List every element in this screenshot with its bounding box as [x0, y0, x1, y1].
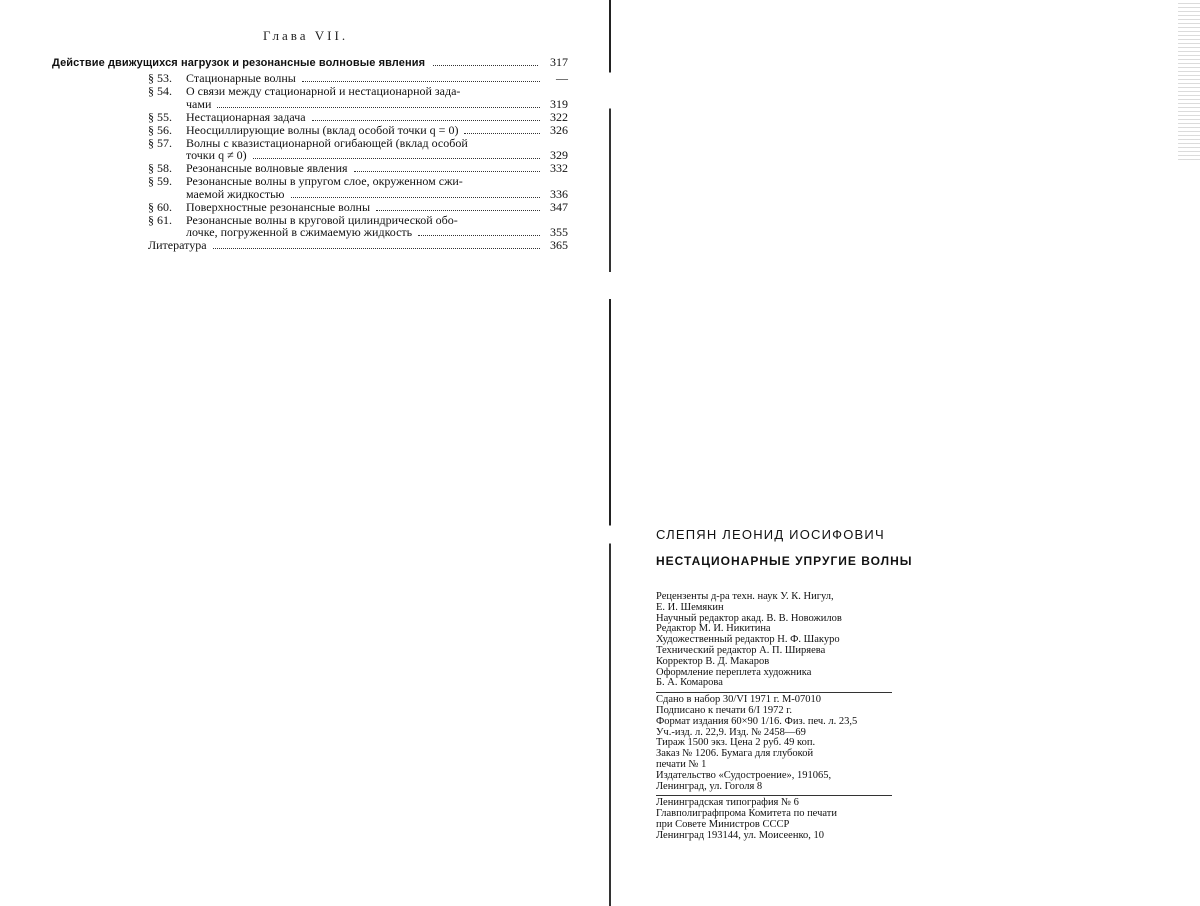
section-page-number: 336: [550, 186, 568, 201]
dot-leader: [433, 65, 538, 66]
dot-leader: [213, 248, 540, 249]
section-title: Резонансные волны в круговой цилиндрической обо-: [186, 212, 458, 227]
dot-leader: [217, 107, 540, 108]
section-number: § 55.: [148, 109, 172, 124]
toc-item[interactable]: [148, 85, 568, 111]
dot-leader: [418, 235, 540, 236]
section-title: Неосциллирующие волны (вклад особой точки q = 0): [186, 122, 459, 137]
section-title: Нестационарная задача: [186, 109, 306, 124]
section-page-number: 326: [550, 122, 568, 137]
chapter-title: Действие движущихся нагрузок и резонансные волновые явления: [52, 57, 426, 69]
imprint-block: [656, 527, 913, 842]
toc-item[interactable]: [148, 124, 568, 137]
section-number: § 60.: [148, 199, 172, 214]
section-title: Стационарные волны: [186, 71, 296, 85]
credit-line: Научный редактор акад. В. В. Новожилов: [656, 612, 842, 624]
printer-line: Ленинградская типография № 6: [656, 797, 799, 809]
credit-line: Художественный редактор Н. Ф. Шакуро: [656, 634, 840, 646]
book-gutter: [606, 0, 616, 906]
section-page-number: 355: [550, 225, 568, 239]
credit-line: Рецензенты д-ра техн. наук У. К. Нигул,: [656, 591, 834, 602]
credits: [656, 592, 896, 689]
dot-leader: [312, 120, 540, 121]
book-title: НЕСТАЦИОНАРНЫЕ УПРУГИЕ ВОЛНЫ: [656, 554, 913, 568]
section-number: § 54.: [148, 84, 172, 98]
printer-info: [656, 798, 896, 841]
toc-item[interactable]: [148, 137, 568, 163]
divider: [656, 795, 892, 796]
toc-list: [148, 72, 568, 252]
publication-line: Ленинград, ул. Гоголя 8: [656, 780, 763, 792]
section-page-number: 332: [550, 161, 568, 175]
publication-line: Формат издания 60×90 1/16. Физ. печ. л. 23,5: [656, 715, 858, 727]
publication-line: Уч.-изд. л. 22,9. Изд. № 2458—69: [656, 726, 806, 738]
publication-line: Издательство «Судостроение», 191065,: [656, 769, 832, 781]
chapter-title-row[interactable]: [52, 55, 568, 70]
printer-line: Ленинград 193144, ул. Моисеенко, 10: [656, 829, 825, 841]
divider: [656, 692, 892, 693]
dot-leader: [376, 210, 540, 211]
section-title-continued: лочке, погруженной в сжимаемую жидкость: [186, 225, 413, 239]
chapter-page-number: 317: [550, 55, 568, 69]
section-number: § 53.: [148, 71, 172, 85]
credit-line: Б. А. Комарова: [656, 677, 723, 689]
section-title: О связи между стационарной и нестационарной зада-: [186, 84, 461, 98]
dot-leader: [354, 171, 540, 172]
publication-line: печати № 1: [656, 758, 707, 770]
dot-leader: [291, 197, 540, 198]
section-number: § 61.: [148, 212, 172, 227]
publication-line: Заказ № 1206. Бумага для глубокой: [656, 748, 814, 760]
section-number: § 59.: [148, 174, 172, 188]
section-title: Резонансные волновые явления: [186, 161, 348, 175]
scan-edge-noise: [1178, 0, 1200, 160]
credit-line: Корректор В. Д. Макаров: [656, 655, 770, 667]
credit-line: Технический редактор А. П. Ширяева: [656, 644, 826, 656]
literature-page-number: 365: [550, 238, 568, 252]
toc-item[interactable]: [148, 111, 568, 124]
section-number: § 58.: [148, 161, 172, 175]
publication-line: Сдано в набор 30/VI 1971 г. М-07010: [656, 694, 822, 706]
section-title: Поверхностные резонансные волны: [186, 199, 371, 214]
dot-leader: [302, 81, 540, 82]
section-page-number: 319: [550, 96, 568, 111]
publication-info: [656, 695, 896, 792]
section-number: § 56.: [148, 122, 172, 137]
toc-item[interactable]: [148, 201, 568, 214]
toc-item-literature[interactable]: [148, 239, 568, 252]
toc-item[interactable]: [148, 214, 568, 240]
section-page-number: —: [556, 71, 568, 85]
section-title: Волны с квазистационарной огибающей (вклад особой: [186, 135, 468, 150]
printer-line: Главполиграфпрома Комитета по печати: [656, 808, 837, 820]
publication-line: Тираж 1500 экз. Цена 2 руб. 49 коп.: [656, 737, 816, 749]
printer-line: при Совете Министров СССР: [656, 818, 790, 830]
publication-line: Подписано к печати 6/I 1972 г.: [656, 704, 792, 716]
credit-line: Оформление переплета художника: [656, 666, 812, 678]
section-number: § 57.: [148, 135, 172, 150]
dot-leader: [464, 133, 540, 134]
section-title-continued: точки q ≠ 0): [186, 148, 247, 162]
toc-item[interactable]: [148, 175, 568, 201]
section-title: Резонансные волны в упругом слое, окруженном сжи-: [186, 174, 463, 188]
author-name: СЛЕПЯН ЛЕОНИД ИОСИФОВИЧ: [656, 527, 885, 542]
section-page-number: 329: [550, 148, 568, 162]
credit-line: Е. И. Шемякин: [656, 601, 724, 613]
section-page-number: 322: [550, 109, 568, 124]
chapter-heading: Глава VII.: [263, 28, 349, 43]
literature-label: Литература: [148, 238, 207, 252]
section-title-continued: маемой жидкостью: [186, 186, 285, 201]
section-page-number: 347: [550, 199, 568, 214]
credit-line: Редактор М. И. Никитина: [656, 623, 771, 635]
section-title-continued: чами: [186, 96, 212, 111]
dot-leader: [253, 158, 540, 159]
